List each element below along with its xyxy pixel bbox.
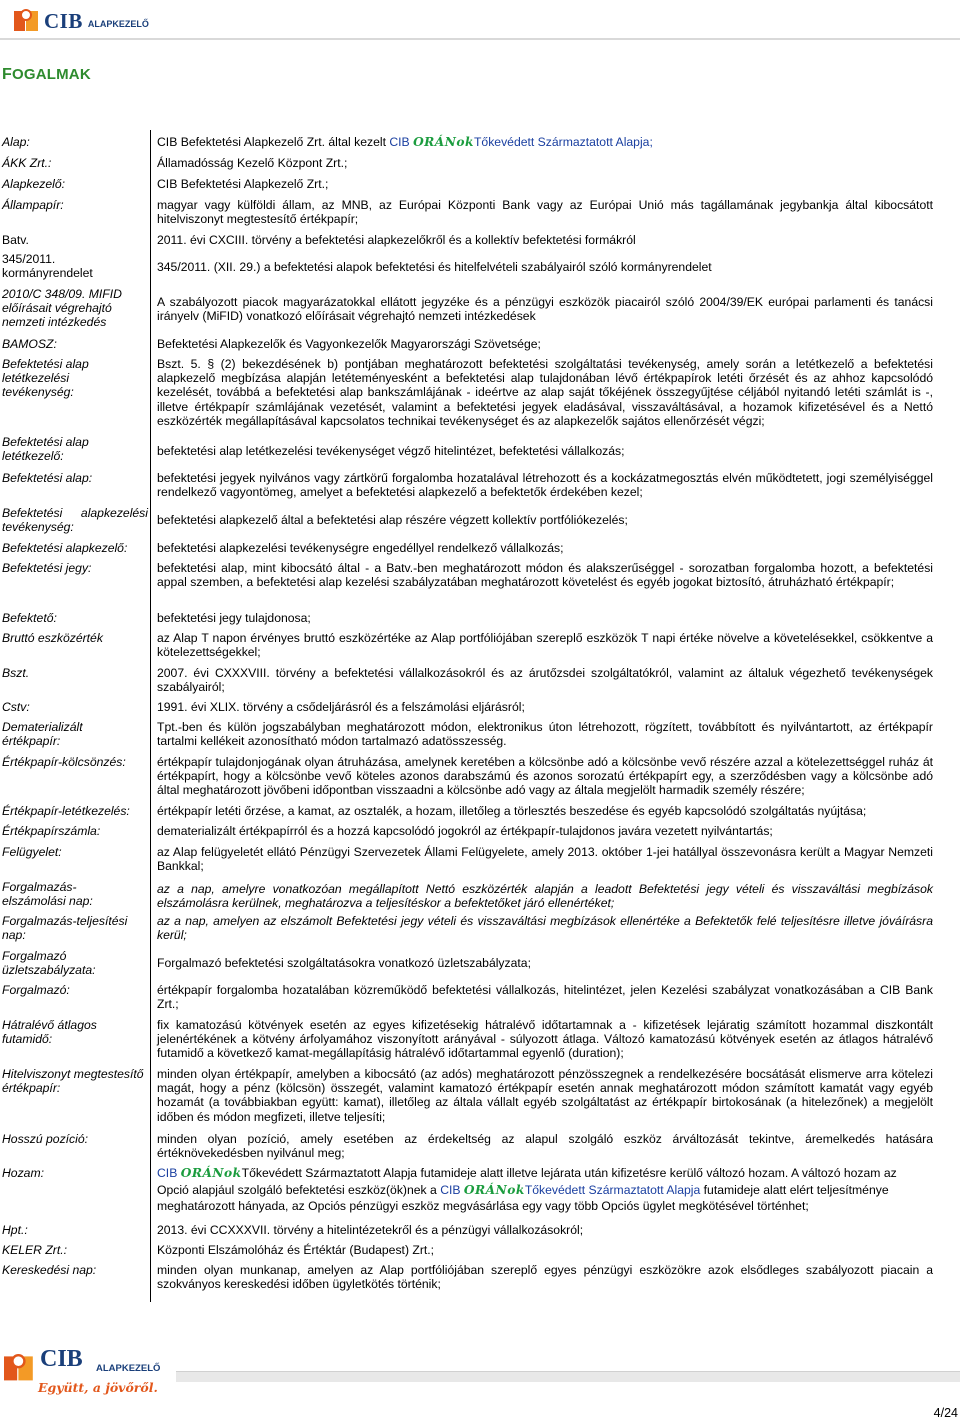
term: Befektetési alap letétkezelő: [2,435,89,464]
definition: Tpt.-ben és külön jogszabályban meghatározott módon, elektronikus úton létrehozott, rögzített, továbbított és nyilvántartott, az értékpapír tartalmi kellékeit azonosítható módon tartalmazó adatösszesség. [157,720,933,749]
term: Értékpapírszámla: [2,824,101,838]
term: Felügyelet: [2,845,62,859]
definition: dematerializált értékpapírról és a hozzá kapcsolódó jogokról az értékpapír-tulajdonos javára vezetett nyilvántartás; [157,824,773,838]
footer-logo-subtext: ALAPKEZELŐ [96,1363,161,1374]
term: Forgalmazó üzletszabályzata: [2,949,96,978]
footer-logo-mark-icon [4,1354,35,1383]
header-logo [14,6,149,36]
footer-slogan: Együtt, a jövőről. [38,1380,158,1395]
term: 345/2011. kormányrendelet [2,252,93,281]
definition: Forgalmazó befektetési szolgáltatásokra vonatkozó üzletszabályzata; [157,956,531,970]
definition: befektetési jegyek nyilvános vagy zártkörű forgalomba hozatalával létrehozott és a kockázatmegosztás elvén működtetett, jogi személyiséggel rendelkező vagyontömeg, amelyet a befektetési alapkezelő a befektetők érdekében kezel; [157,471,933,500]
definition: befektetési alap, mint kibocsátó által - a Batv.-ben meghatározott módon és alakszerűséggel - sorozatban forgalomba hozott, a befektetési appal szemben, a befektetési alap kezelési szabályzatában meghatározott követelést és egyéb jogokat biztosító, átruházható értékpapír; [157,561,933,590]
term: Cstv: [2,700,30,714]
definition: 345/2011. (XII. 29.) a befektetési alapok befektetési és hitelfelvételi szabályairól szóló kormányrendelet [157,260,712,274]
definition: fix kamatozású kötvények esetén az egyes kifizetésekig hátralévő időtartamnak a - kifizetések lejáratig számított hozammal diszkontált jelenértékének a kötvény árfolyamához viszonyított arányával - súlyozott átlaga. Változó kamatozású kötvények esetén az átlagos hátralévő futamidő a következő kamat-megállapításig hátralévő időtartammal egyenlő (duration); [157,1018,933,1061]
footer-logo-text: CIB [40,1346,83,1372]
page-number: 4/24 [933,1406,958,1420]
definition: CIB Befektetési Alapkezelő Zrt. által kezelt CIB ORÁNokTőkevédett Származtatott Alapja; [157,135,653,149]
definition: 1991. évi XLIX. törvény a csődeljárásról és a felszámolási eljárásról; [157,700,525,714]
term: Értékpapír-kölcsönzés: [2,755,126,769]
definition: 2007. évi CXXXVIII. törvény a befektetési vállalkozásokról és az árutőzsdei szolgáltatókról, valamint az általuk végezhető tevékenységek szabályairól; [157,666,933,695]
term: Hitelviszonyt megtestesítő értékpapír: [2,1067,144,1096]
definition: magyar vagy külföldi állam, az MNB, az Európai Központi Bank vagy az Európai Unió más tagállamának jegybankja által kibocsátott hitelviszonyt megtestesítő értékpapír; [157,198,933,227]
definition: befektetési jegy tulajdonosa; [157,611,311,625]
term: Befektető: [2,611,57,625]
term: Hátralévő átlagos futamidő: [2,1018,97,1047]
term: KELER Zrt.: [2,1243,68,1257]
definition: az Alap felügyeletét ellátó Pénzügyi Szervezetek Állami Felügyelete, amely 2013. október 1-jei hatállyal összevonásra került a Magyar Nemzeti Bankkal; [157,845,933,874]
definition: értékpapír forgalomba hozatalában közreműködő befektetési vállalkozás, hitelintézet, jelen Kezelési szabályzat vonatkozásában a CIB Bank Zrt.; [157,983,933,1012]
term: Befektetési alap: [2,471,93,485]
term: Bszt. [2,666,30,680]
definition: Központi Elszámolóház és Értéktár (Budapest) Zrt.; [157,1243,435,1257]
footer-logo [4,1346,174,1400]
term: Forgalmazás-teljesítési nap: [2,914,128,943]
logo-text: CIB [44,8,83,33]
definition: Befektetési Alapkezelők és Vagyonkezelők Magyarországi Szövetsége; [157,337,541,351]
term: Hosszú pozíció: [2,1132,89,1146]
term: BAMOSZ: [2,337,57,351]
definition: A szabályozott piacok magyarázatokkal ellátott jegyzéke és a pénzügyi eszközök piacairól szóló 2004/39/EK európai parlamenti és tanácsi irányelv (MiFID) vonatkozó előírásait végrehajtó nemzeti intézkedések [157,295,933,324]
definition: befektetési alapkezelő által a befektetési alap részére végzett kollektív portfóliókezelés; [157,513,628,527]
term: Befektetési alapkezelő: [2,541,128,555]
term: Hpt.: [2,1223,28,1237]
column-divider [150,130,151,1302]
term: Forgalmazás-elszámolási nap: [2,880,93,909]
definition: minden olyan munkanap, amelyen az Alap portfóliójában szereplő egyes pénzügyi eszközökre azok elsődleges szabályozott piacain a szokványos kereskedési időben ügyletkötés történik; [157,1263,933,1292]
definition: Bszt. 5. § (2) bekezdésének b) pontjában meghatározott befektetési szolgáltatási tevékenység, amely során a letétkezelő a befektetési alapkezelő megbízása alapján letéteményesként a befektetési alap tulajdonában lévő értékpapírok letéti őrzését és az ahhoz kapcsolódó kezelését, továbbá a befektetési alap bankszámlájának - ideértve az alap saját tőkéjének összegyűjtése céljából nyitandó letéti számlát is -, illetve értékpapír számlájának vezetését, valamint a befektetési jegyek eladásával, visszaváltásával, a hozamok kifizetésével és a Nettó eszközérték megállapításával kapcsolatos technikai tevékenységet és az alapkezelők sajátos ellenőrzését végzi; [157,357,933,428]
footer-band [176,1371,960,1382]
definition: CIB ORÁNokTőkevédett Származtatott Alapja futamideje alatt illetve lejárata után kifizetésre kerülő változó hozam. A változó hozam az Opció alapjául szolgáló befektetési eszköz(ök)nek a CIB ORÁNokTőkevédett Származtatott Alapja futamideje alatt elért teljesítménye meghatározott hányada, az Opciós pénzügyi eszköz megvásárlása egy vagy több Opciós ügylet megkötésével történhet; [157,1166,897,1214]
definition: 2011. évi CXCIII. törvény a befektetési alapkezelőkről és a kollektív befektetési formákról [157,233,636,247]
term: Állampapír: [2,198,64,212]
term: Forgalmazó: [2,983,70,997]
definition: minden olyan értékpapír, amelyben a kibocsátó (az adós) meghatározott pénzösszegnek a rendelkezésére bocsátását elismerve arra kötelezi magát, hogy a pénz (kölcsön) összegét, valamint kamatozó értékpapír esetén annak meghatározott módon számított kamatát vagy egyéb hozamát (a továbbiakban együtt: kamat), illetőleg az általa vállalt egyéb szolgáltatást az értékpapír birtokosának (a hitelezőnek) a megjelölt időben és módon megfizeti, illetve teljesíti; [157,1067,933,1124]
term: Befektetési alapkezelési tevékenység: [2,506,148,535]
logo-subtext: ALAPKEZELŐ [87,18,149,29]
term: Batv. [2,233,29,247]
term: ÁKK Zrt.: [2,156,52,170]
term: Alap: [2,135,30,149]
term: Értékpapír-letétkezelés: [2,804,130,818]
term: Dematerializált értékpapír: [2,720,83,749]
page-heading: FOGALMAK [2,66,91,83]
term: Kereskedési nap: [2,1263,97,1277]
definition: az Alap T napon érvényes bruttó eszközértéke az Alap portfóliójában szereplő eszközök T napi értéke növelve a követelésekkel, csökkentve a kötelezettségekkel; [157,631,933,660]
term: Hozam: [2,1166,44,1180]
definition: értékpapír letéti őrzése, a kamat, az osztalék, a hozam, illetőleg a törlesztés beszedése és egyéb kapcsolódó szolgáltatás nyújtása; [157,804,867,818]
header-rule [0,38,960,40]
definition: Államadósság Kezelő Központ Zrt.; [157,156,348,170]
term: 2010/C 348/09. MIFID előírásait végrehajtó nemzeti intézkedés [2,287,122,330]
definition: az a nap, amelyre vonatkozóan megállapított Nettó eszközérték alapján a leadott Befektetési jegy vételi és visszaváltási megbízások elszámolásra kerülnek, meghatározva a teljesítéskor a befektetőket járó ellenértéket; [157,882,933,911]
definition: befektetési alap letétkezelési tevékenységet végző hitelintézet, befektetési vállalkozás; [157,444,625,458]
term: Befektetési jegy: [2,561,92,575]
definition: értékpapír tulajdonjogának olyan átruházása, amelynek keretében a kölcsönbe adó a kölcsönbe vevő részére azzal a kötelezettséggel ruház át értékpapírt, hogy a kölcsönbe vevő köteles azonos darabszámú és azonos sorozatú értékpapírt egy, a szerződésben vagy a kölcsönbe adó által meghatározott jövőbeni időpontban visszaadni a kölcsönbe adó vagy az általa megjelölt harmadik személy részére; [157,755,933,798]
definition: 2013. évi CCXXXVII. törvény a hitelintézetekről és a pénzügyi vállalkozásokról; [157,1223,584,1237]
definition: CIB Befektetési Alapkezelő Zrt.; [157,177,329,191]
definition: befektetési alapkezelési tevékenységre engedéllyel rendelkező vállalkozás; [157,541,564,555]
definition: minden olyan pozíció, amely esetében az érdekeltség az alapul szolgáló eszköz árváltozását tekintve, áremelkedés hatására értéknövekedésben nyilvánul meg; [157,1132,933,1161]
term: Alapkezelő: [2,177,66,191]
term: Bruttó eszközérték [2,631,103,645]
logo-mark-icon [14,9,40,33]
term: Befektetési alap letétkezelési tevékenység: [2,357,89,400]
definition: az a nap, amelyen az elszámolt Befektetési jegy vételi és visszaváltási megbízások ellenértéke a Befektetők felé teljesítésre illetve jóváírásra kerül; [157,914,933,943]
